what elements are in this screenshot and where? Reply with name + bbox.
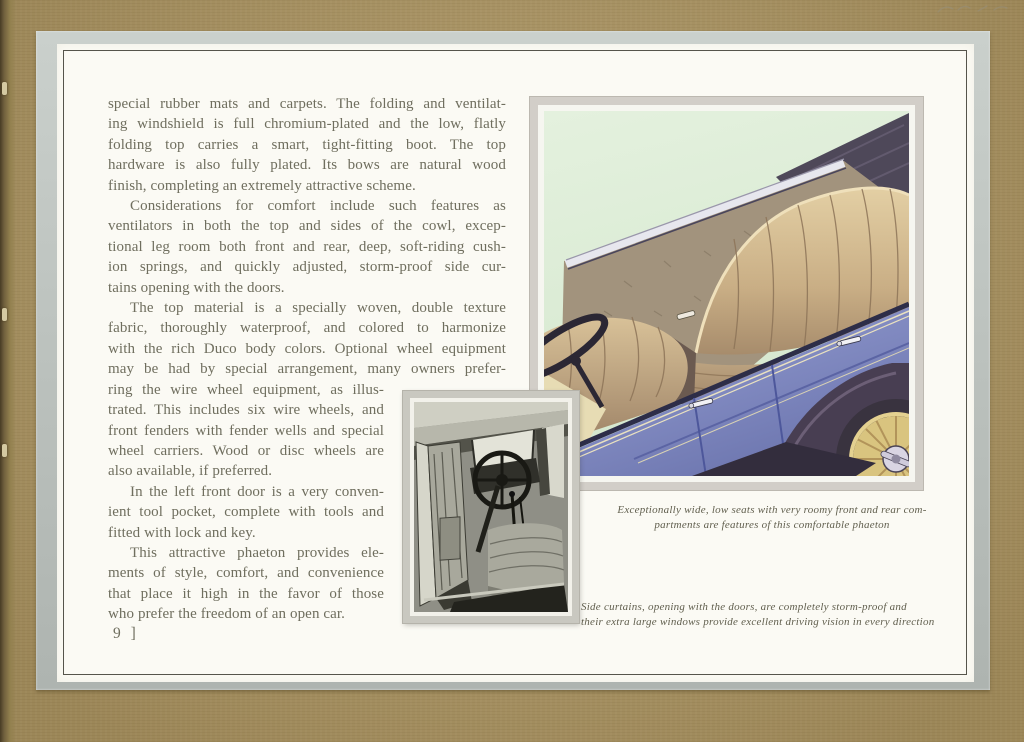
phaeton-illustration-art xyxy=(544,111,909,476)
body-text-line: hardware is also fully plated. Its bows are natural wood xyxy=(108,157,506,174)
silver-page-frame xyxy=(36,31,990,690)
body-text-line: tains opening with the doors. xyxy=(108,279,285,296)
body-text-line: ing windshield is full chromium-plated and the low, flatly xyxy=(108,116,506,133)
spine-stitch xyxy=(2,82,7,95)
spine-stitch xyxy=(2,444,7,457)
body-text-line: fitted with lock and key. xyxy=(108,524,256,541)
interior-photo-caption xyxy=(581,600,971,629)
body-text-line: tional leg room both front and rear, deep, soft-riding cush- xyxy=(108,238,506,255)
body-text-line: Considerations for comfort include such features as xyxy=(130,198,506,215)
body-text-line: ion springs, and quickly adjusted, storm-proof side cur- xyxy=(108,259,506,276)
body-text-line: This attractive phaeton provides ele- xyxy=(130,544,384,561)
spine-stitch xyxy=(2,308,7,321)
body-text-line: In the left front door is a very conven- xyxy=(130,483,384,500)
body-text-line: wheel carriers. Wood or disc wheels are xyxy=(108,442,384,459)
body-text-line: folding top carries a smart, tight-fitting boot. The top xyxy=(108,136,506,153)
body-text-line: ments of style, comfort, and convenience xyxy=(108,565,384,582)
body-text-line: may be had by special arrangement, many owners prefer- xyxy=(108,361,506,378)
catalog-page xyxy=(57,44,974,682)
caption-line: partments are features of this comfortable phaeton xyxy=(654,519,890,531)
body-text-line: The top material is a specially woven, double texture xyxy=(130,300,506,317)
caption-line: their extra large windows provide excellent driving vision in every direction xyxy=(581,615,935,628)
body-text-line: who prefer the freedom of an open car. xyxy=(108,606,346,623)
body-text-line: that place it high in the favor of those xyxy=(108,585,384,602)
phaeton-color-illustration xyxy=(530,97,923,490)
body-text-line: finish, completing an extremely attractive scheme. xyxy=(108,177,416,194)
body-text-line: ient tool pocket, complete with tools and xyxy=(108,504,384,521)
caption-line: Side curtains, opening with the doors, are completely storm-proof and xyxy=(581,601,907,613)
body-text-line: also available, if preferred. xyxy=(108,463,273,480)
page-number: 9 ] xyxy=(113,625,139,642)
caption-line: Exceptionally wide, low seats with very roomy front and rear com- xyxy=(617,504,927,516)
body-text-line: with the rich Duco body colors. Optional wheel equipment xyxy=(108,340,506,357)
body-text-line: ventilators in both the top and sides of the cowl, excep- xyxy=(108,218,506,235)
body-text-line: special rubber mats and carpets. The folding and ventilat- xyxy=(108,96,506,112)
pencil-marks xyxy=(934,1,1020,17)
body-text-line: ring the wire wheel equipment, as illus- xyxy=(108,381,384,398)
book-spine xyxy=(0,0,16,742)
color-plate-caption xyxy=(592,503,952,533)
interior-photo-art xyxy=(414,402,568,612)
body-text-line: fabric, thoroughly waterproof, and colored to harmonize xyxy=(108,320,506,337)
interior-photo xyxy=(403,391,579,623)
body-text-line: trated. This includes six wire wheels, and xyxy=(108,402,384,419)
body-text-line: front fenders with fender wells and special xyxy=(108,422,384,439)
